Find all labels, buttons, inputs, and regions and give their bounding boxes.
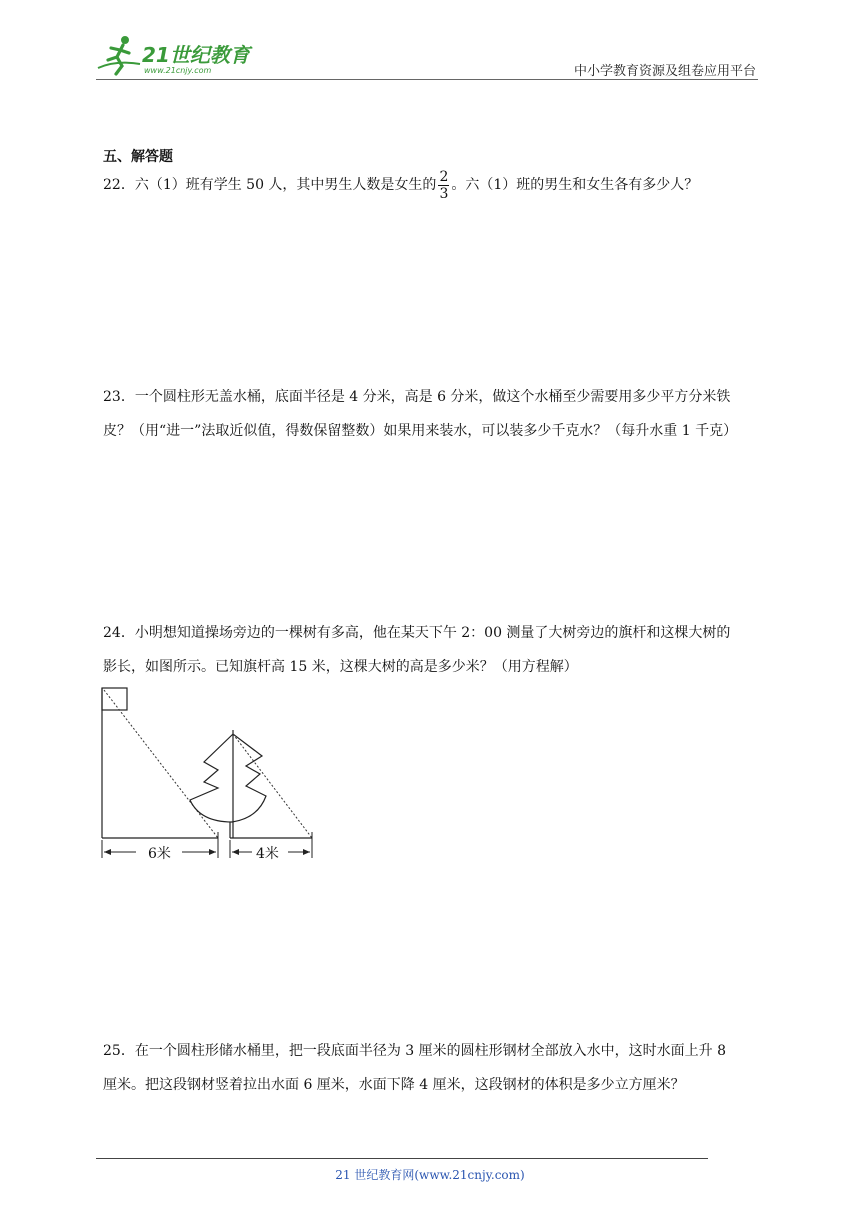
tree-outline (190, 734, 266, 822)
question-23 (103, 380, 783, 448)
question-25-line-2: 厘米。把这段钢材竖着拉出水面 6 厘米，水面下降 4 厘米，这段钢材的体积是多少立方厘米？ (103, 1077, 685, 1093)
fraction-denominator: 3 (439, 185, 449, 202)
pole-shadow-ray (104, 690, 218, 838)
section-title: 五、解答题 (103, 149, 173, 165)
header-divider (96, 79, 758, 80)
header-platform-text: 中小学教育资源及组卷应用平台 (573, 64, 756, 79)
fraction-two-thirds (438, 169, 449, 202)
footer-link[interactable]: 21 世纪教育网(www.21cnjy.com) (335, 1168, 525, 1182)
question-22-text-before: 22．六（1）班有学生 50 人，其中男生人数是女生的 (103, 177, 437, 193)
site-logo (96, 30, 266, 80)
question-23-line-2: 皮？（用“进一”法取近似值，得数保留整数）如果用来装水，可以装多少千克水？（每升水重 1 千克） (103, 423, 738, 439)
question-24-line-1: 24．小明想知道操场旁边的一棵树有多高，他在某天下午 2：00 测量了大树旁边的旗杆和这棵大树的 (103, 625, 731, 641)
logo-text: 21世纪教育 (142, 43, 250, 67)
question-24-line-2: 影长，如图所示。已知旗杆高 15 米，这棵大树的高是多少米？（用方程解） (103, 659, 578, 675)
question-22-text-after: 。六（1）班的男生和女生各有多少人？ (451, 177, 699, 193)
shadow-diagram (96, 682, 326, 862)
flag (102, 688, 127, 710)
dimension-label-6m: 6米 (148, 846, 171, 862)
dimension-label-4m: 4米 (256, 846, 279, 862)
fraction-numerator: 2 (439, 168, 449, 185)
question-25-line-1: 25．在一个圆柱形储水桶里，把一段底面半径为 3 厘米的圆柱形钢材全部放入水中，这时水面上升 8 (103, 1043, 726, 1059)
question-24 (103, 616, 783, 684)
tree-shadow-ray (233, 734, 312, 838)
footer-divider (96, 1158, 708, 1159)
question-25 (103, 1034, 783, 1102)
question-22 (103, 168, 783, 202)
logo-url: www.21cnjy.com (144, 66, 212, 75)
question-23-line-1: 23．一个圆柱形无盖水桶，底面半径是 4 分米，高是 6 分米，做这个水桶至少需要用多少平方分米铁 (103, 389, 731, 405)
